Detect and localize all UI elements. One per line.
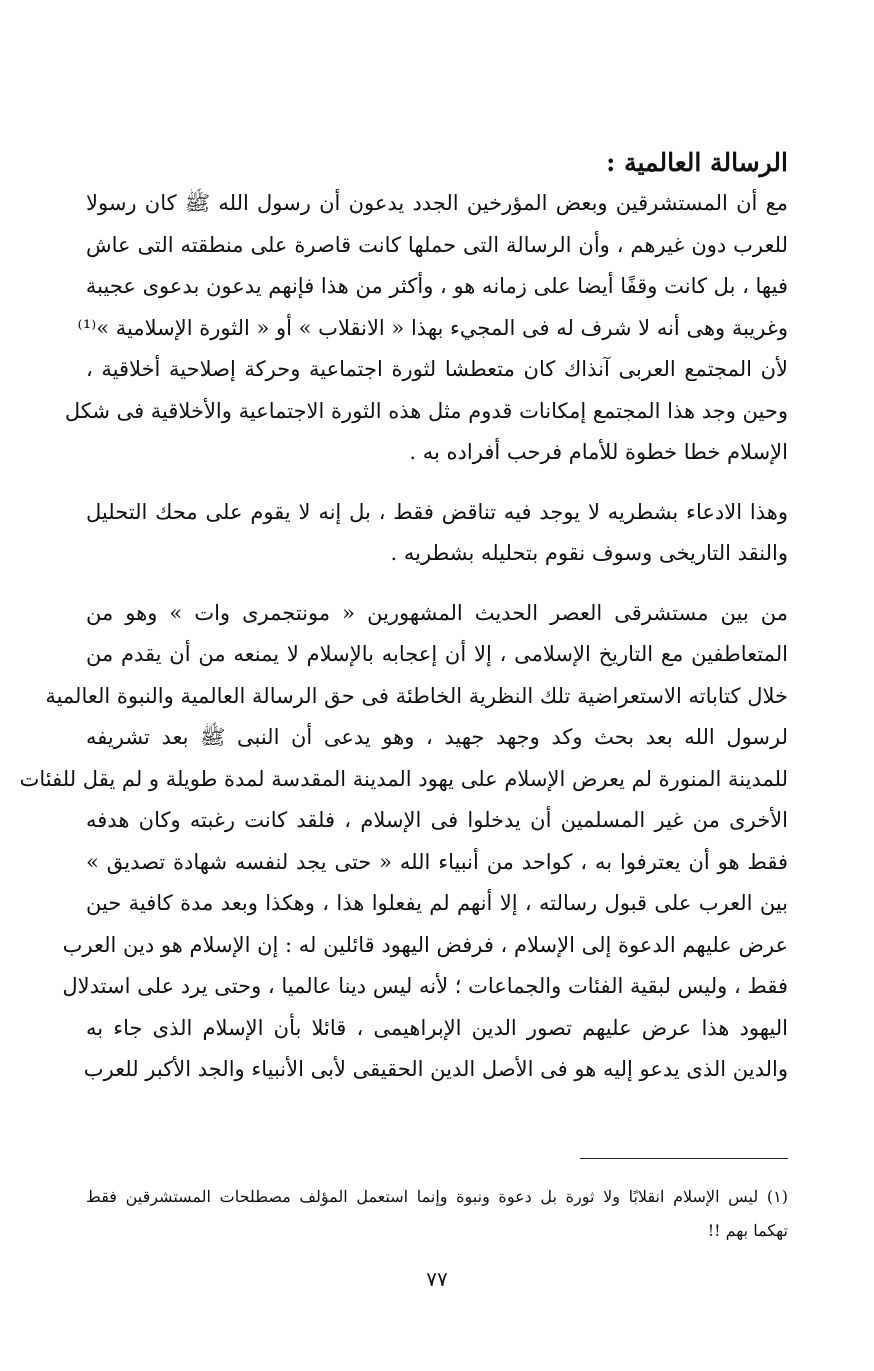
footnote: [86, 1180, 788, 1248]
text-line: للعرب دون غيرهم ، وأن الرسالة التى حملها كانت قاصرة على منطقته التى عاش: [86, 232, 788, 257]
text-line: عرض عليهم الدعوة إلى الإسلام ، فرفض اليهود قائلين له : إن الإسلام هو دين العرب: [62, 932, 788, 957]
footnote-line: (١) ليس الإسلام انقلابًا ولا ثورة بل دعوة ونبوة وإنما استعمل المؤلف مصطلحات المستشرقين فقط: [86, 1187, 788, 1206]
footnote-line: تهكما بهم !!: [707, 1221, 788, 1240]
text-line: خلال كتاباته الاستعراضية تلك النظرية الخاطئة فى حق الرسالة العالمية والنبوة العالمية: [45, 683, 788, 708]
page-number: ٧٧: [426, 1267, 448, 1291]
text-line: للمدينة المنورة لم يعرض الإسلام على يهود المدينة المقدسة لمدة طويلة و لم يقل للفئات: [19, 766, 788, 791]
paragraph-1: [64, 183, 788, 474]
text-line: الأخرى من غير المسلمين أن يدخلوا فى الإسلام ، فلقد كانت رغبته وكان هدفه: [86, 808, 788, 832]
text-line: الإسلام خطا خطوة للأمام فرحب أفراده به .: [409, 440, 788, 464]
paragraph-spacer: [86, 474, 788, 492]
text-line: فيها ، بل كانت وقفًا أيضا على زمانه هو ، وأكثر من هذا فإنهم يدعون بدعوى عجيبة: [85, 274, 788, 298]
paragraph-3: [19, 593, 788, 1091]
paragraph-spacer: [86, 575, 788, 593]
text-line: والنقد التاريخى وسوف نقوم بتحليله بشطريه .: [390, 541, 788, 565]
footnote-divider: [580, 1158, 788, 1159]
section-title: الرسالة العالمية :: [606, 148, 788, 177]
text-line: بين العرب على قبول رسالته ، إلا أنهم لم يفعلوا هذا ، وهكذا وبعد مدة كافية حين: [86, 891, 788, 915]
text-line: والدين الذى يدعو إليه هو فى الأصل الدين الحقيقى لأبى الأنبياء والجد الأكبر للعرب: [83, 1057, 788, 1081]
text-line: وحين وجد هذا المجتمع إمكانات قدوم مثل هذه الثورة الاجتماعية والأخلاقية فى شكل: [64, 398, 788, 423]
text-line: وغريبة وهى أنه لا شرف له فى المجيء بهذا « الانقلاب » أو « الثورة الإسلامية »⁽¹⁾: [77, 315, 788, 340]
text-line: فقط هو أن يعترفوا به ، كواحد من أنبياء الله « حتى يجد لنفسه شهادة تصديق »: [86, 849, 788, 874]
paragraph-2: [86, 492, 788, 575]
text-line: مع أن المستشرقين وبعض المؤرخين الجدد يدعون أن رسول الله ﷺ كان رسولا: [86, 191, 788, 215]
main-text: [19, 143, 788, 1091]
text-line: من بين مستشرقى العصر الحديث المشهورين « مونتجمرى وات » وهو من: [86, 600, 788, 625]
text-line: المتعاطفين مع التاريخ الإسلامى ، إلا أن إعجابه بالإسلام لا يمنعه من أن يقدم من: [86, 642, 788, 666]
text-line: وهذا الادعاء بشطريه لا يوجد فيه تناقض فقط ، بل إنه لا يقوم على محك التحليل: [86, 499, 788, 524]
text-line: فقط ، وليس لبقية الفئات والجماعات ؛ لأنه ليس دينا عالميا ، وحتى يرد على استدلال: [62, 974, 788, 998]
text-line: اليهود هذا عرض عليهم تصور الدين الإبراهيمى ، قائلا بأن الإسلام الذى جاء به: [86, 1015, 788, 1040]
text-line: لرسول الله بعد بحث وكد وجهد جهيد ، وهو يدعى أن النبى ﷺ بعد تشريفه: [86, 725, 788, 749]
text-line: لأن المجتمع العربى آنذاك كان متعطشا لثورة اجتماعية وحركة إصلاحية أخلاقية ،: [86, 357, 788, 381]
